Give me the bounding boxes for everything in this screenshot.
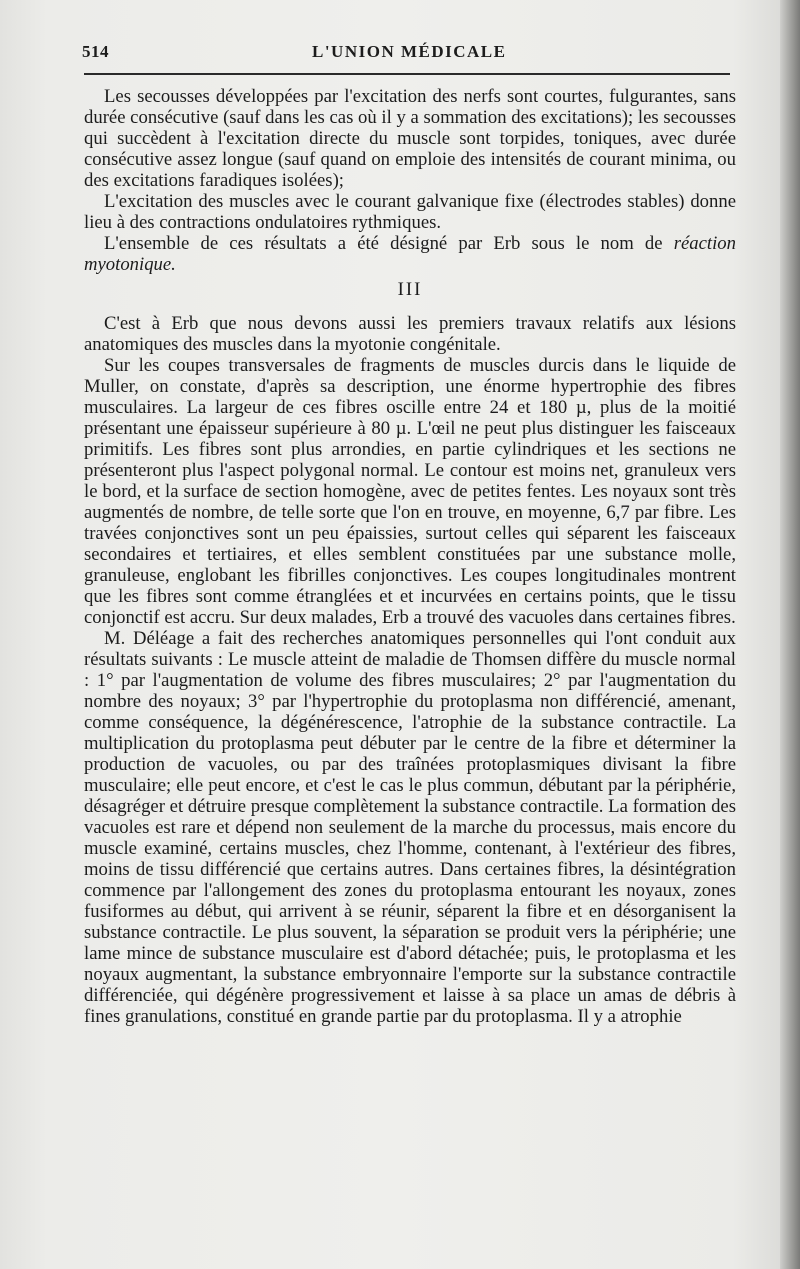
paragraph-erb: C'est à Erb que nous devons aussi les premiers travaux relatifs aux lésions anatomiques des muscles dans la myotonie congénitale. [84, 313, 736, 355]
reaction-myotonique-term: réaction myotonique. [84, 233, 736, 275]
section-number: III [397, 279, 423, 300]
body-text [84, 86, 736, 1027]
paragraph-excitation-galvanique: L'excitation des muscles avec le courant galvanique fixe (électrodes stables) donne lieu à des contractions ondulatoires rythmiques. [84, 191, 736, 233]
header-rule [84, 73, 730, 75]
page-number: 514 [82, 42, 109, 61]
paragraph-reaction-myotonique [84, 233, 736, 275]
running-title: L'UNION MÉDICALE [312, 42, 507, 61]
page-header [82, 36, 738, 70]
paragraph-deleage: M. Déléage a fait des recherches anatomiques personnelles qui l'ont conduit aux résultats suivants : Le muscle atteint de maladie de Thomsen diffère du muscle normal : 1° par l'augmentation de volume des fibres musculaires; 2° par l'augmentation du nombre des noyaux; 3° par l'hypertrophie du protoplasma non différencié, amenant, comme conséquence, la dégénérescence, l'atrophie de la substance contractile. La multiplication du protoplasma peut débuter par le centre de la fibre et déterminer la production de vacuoles, ou par des traînées protoplasmiques divisant la fibre musculaire; elle peut encore, et c'est le cas le plus commun, débutant par la périphérie, désagréger et détruire presque complètement la substance contractile. La formation des vacuoles est rare et dépend non seulement de la marche du processus, mais encore du muscle examiné, certains muscles, chez l'homme, contenant, à l'extérieur des fibres, moins de tissu différencié que certains autres. Dans certaines fibres, la désintégration commence par l'allongement des zones du protoplasma entourant les noyaux, zones fusiformes au début, qui arrivent à se réunir, séparent la fibre et en désorganisent la substance contractile. Le plus souvent, la séparation se produit vers la périphérie; une lame mince de substance musculaire est d'abord détachée; puis, le protoplasma et les noyaux augmentant, la substance embryonnaire l'emporte sur la substance contractile différenciée, qui dégénère progressivement et laisse à sa place un amas de débris à fines granulations, constitué en grande partie par du protoplasma. Il y a atrophie [84, 628, 736, 1027]
page-edge-shadow [780, 0, 800, 1269]
paragraph-reaction-text: L'ensemble de ces résultats a été désigné par Erb sous le nom de [104, 233, 674, 254]
paragraph-coupes-transversales: Sur les coupes transversales de fragments de muscles durcis dans le liquide de Muller, on constate, d'après sa description, une énorme hypertrophie des fibres musculaires. La largeur de ces fibres oscille entre 24 et 180 µ, plus de la moitié présentant une épaisseur supérieure à 80 µ. L'œil ne peut plus distinguer les faisceaux primitifs. Les fibres sont plus arrondies, en partie cylindriques et les sections ne présenteront plus l'aspect polygonal normal. Le contour est moins net, granuleux vers le bord, et la surface de section homogène, avec de petites fentes. Les noyaux sont très augmentés de nombre, de telle sorte que l'on en trouve, en moyenne, 6,7 par fibre. Les travées conjonctives sont un peu épaissies, surtout celles qui séparent les faisceaux secondaires et tertiaires, et elles semblent constituées par une substance molle, granuleuse, englobant les fibrilles conjonctives. Les coupes longitudinales montrent que les fibres sont comme étranglées et et incurvées en certains points, que le tissu conjonctif est accru. Sur deux malades, Erb a trouvé des vacuoles dans certaines fibres. [84, 355, 736, 628]
paragraph-secousses: Les secousses développées par l'excitation des nerfs sont courtes, fulgurantes, sans durée consécutive (sauf dans les cas où il y a sommation des excitations); les secousses qui succèdent à l'excitation directe du muscle sont torpides, toniques, avec durée consécutive assez longue (sauf quand on emploie des intensités de courant minima, ou des excitations faradiques isolées); [84, 86, 736, 191]
